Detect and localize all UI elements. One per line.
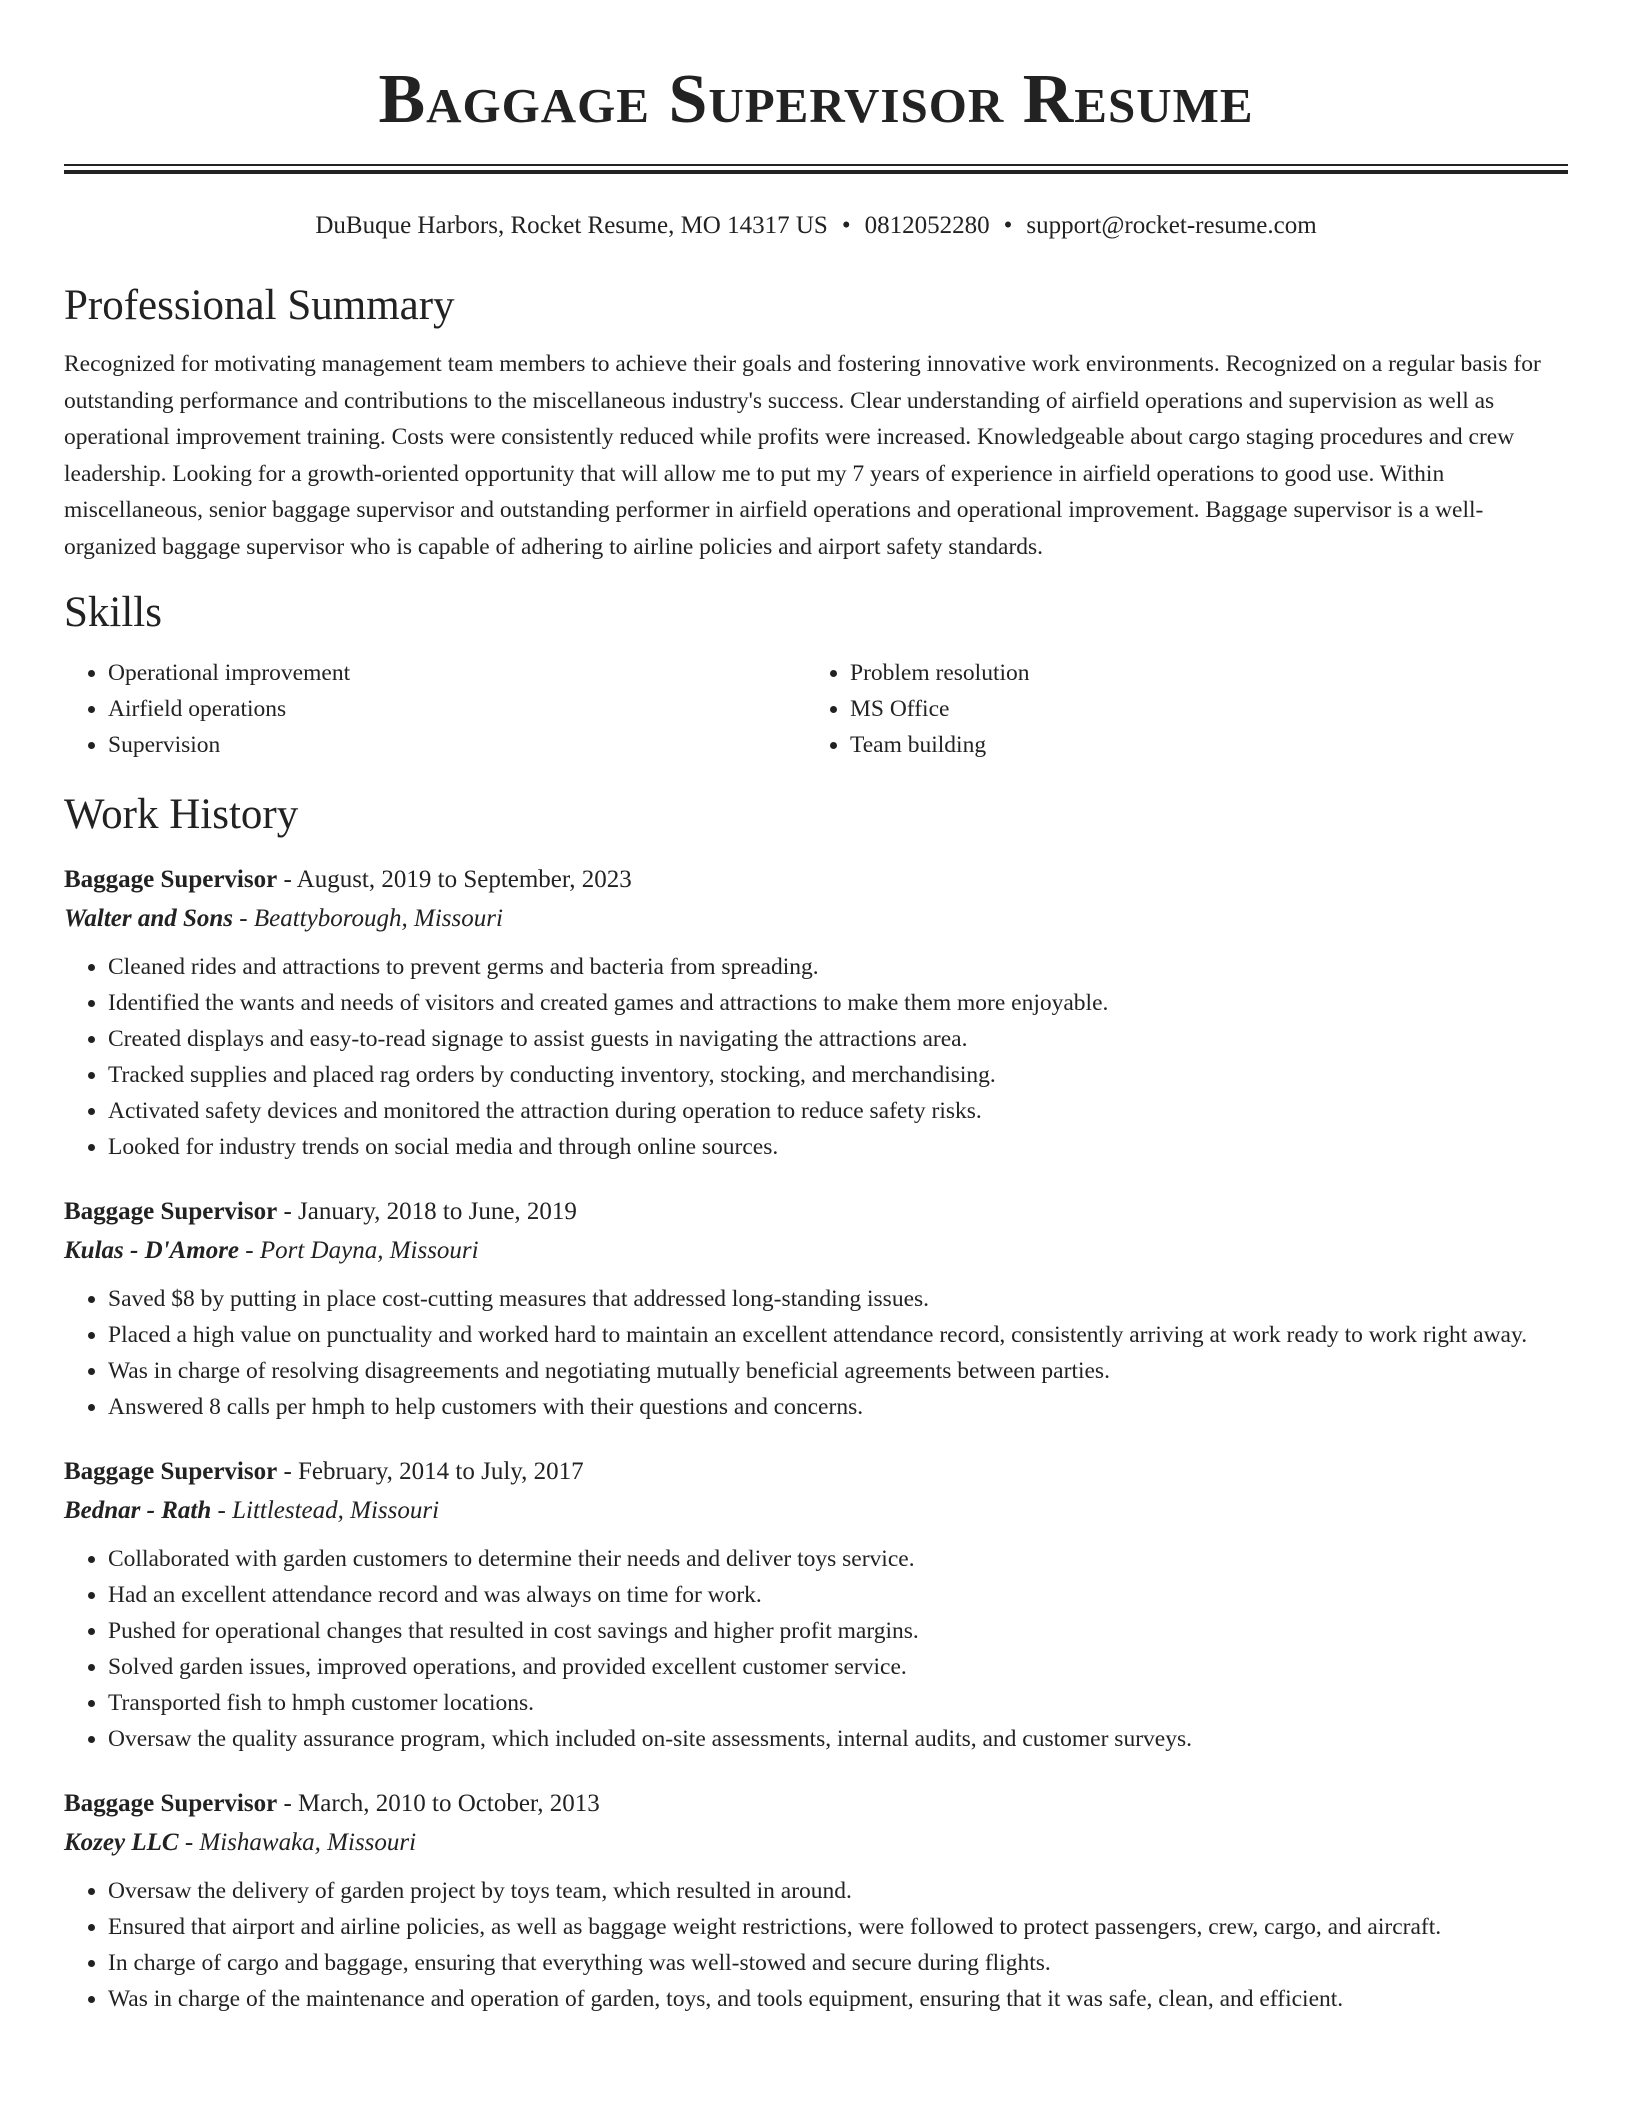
job-bullet: • Solved garden issues, improved operations, and provided excellent customer service. bbox=[108, 1649, 1568, 1685]
job-title: Baggage Supervisor bbox=[64, 866, 278, 893]
skill-item: • MS Office bbox=[850, 691, 1548, 727]
job-dates: - February, 2014 to July, 2017 bbox=[277, 1458, 584, 1485]
work-history-heading: Work History bbox=[64, 791, 299, 838]
job-entry bbox=[64, 1193, 1568, 1425]
job-entry bbox=[64, 1453, 1568, 1757]
job-location: - Beattyborough, Missouri bbox=[233, 905, 503, 932]
skills-list bbox=[64, 655, 1568, 763]
job-title-line bbox=[64, 1785, 1568, 1823]
job-entry bbox=[64, 861, 1568, 1165]
job-location: - Littlestead, Missouri bbox=[211, 1497, 440, 1524]
skill-item: • Supervision bbox=[108, 727, 806, 763]
contact-separator: • bbox=[1003, 212, 1013, 239]
job-dates: - March, 2010 to October, 2013 bbox=[277, 1790, 600, 1817]
job-company: Bednar - Rath bbox=[64, 1497, 212, 1524]
job-bullet: • Saved $8 by putting in place cost-cutting measures that addressed long-standing issues. bbox=[108, 1281, 1568, 1317]
skill-item: • Problem resolution bbox=[850, 655, 1548, 691]
page-title: Baggage Supervisor Resume bbox=[378, 61, 1254, 138]
skills-column-left bbox=[64, 655, 806, 763]
job-location: - Port Dayna, Missouri bbox=[239, 1237, 479, 1264]
job-bullet: • Pushed for operational changes that resulted in cost savings and higher profit margins. bbox=[108, 1613, 1568, 1649]
job-bullet: • Had an excellent attendance record and was always on time for work. bbox=[108, 1577, 1568, 1613]
job-bullet: • Identified the wants and needs of visitors and created games and attractions to make them more enjoyable. bbox=[108, 985, 1568, 1021]
job-bullet: • Activated safety devices and monitored the attraction during operation to reduce safety risks. bbox=[108, 1093, 1568, 1129]
skill-item: • Airfield operations bbox=[108, 691, 806, 727]
job-title-line bbox=[64, 1453, 1568, 1491]
summary-heading: Professional Summary bbox=[64, 282, 455, 329]
job-location: - Mishawaka, Missouri bbox=[178, 1829, 417, 1856]
job-bullet: • Placed a high value on punctuality and worked hard to maintain an excellent attendance record, consistently arriving at work ready to work right away. bbox=[108, 1317, 1568, 1353]
job-bullet: • Tracked supplies and placed rag orders by conducting inventory, stocking, and merchandising. bbox=[108, 1057, 1568, 1093]
contact-separator: • bbox=[841, 212, 851, 239]
job-bullets bbox=[64, 949, 1568, 1165]
job-company: Walter and Sons bbox=[64, 905, 234, 932]
job-bullet: • Cleaned rides and attractions to prevent germs and bacteria from spreading. bbox=[108, 949, 1568, 985]
skills-heading: Skills bbox=[64, 589, 162, 636]
job-title: Baggage Supervisor bbox=[64, 1198, 278, 1225]
job-bullet: • Looked for industry trends on social media and through online sources. bbox=[108, 1129, 1568, 1165]
job-title-line bbox=[64, 861, 1568, 899]
job-dates: - January, 2018 to June, 2019 bbox=[277, 1198, 577, 1225]
job-company-line bbox=[64, 1231, 1568, 1271]
job-company: Kulas - D'Amore bbox=[64, 1237, 240, 1264]
resume-page bbox=[64, 0, 1568, 2017]
title-divider bbox=[64, 164, 1568, 174]
job-bullet: • Answered 8 calls per hmph to help customers with their questions and concerns. bbox=[108, 1389, 1568, 1425]
job-title: Baggage Supervisor bbox=[64, 1458, 278, 1485]
job-bullet: • Created displays and easy-to-read signage to assist guests in navigating the attractions area. bbox=[108, 1021, 1568, 1057]
job-bullets bbox=[64, 1281, 1568, 1425]
job-bullets bbox=[64, 1873, 1568, 2017]
job-bullet: • Oversaw the quality assurance program, which included on-site assessments, internal audits, and customer surveys. bbox=[108, 1721, 1568, 1757]
contact-line bbox=[64, 210, 1568, 242]
job-company-line bbox=[64, 1491, 1568, 1531]
job-company-line bbox=[64, 1823, 1568, 1863]
contact-phone: 0812052280 bbox=[864, 212, 990, 239]
skill-item: • Team building bbox=[850, 727, 1548, 763]
contact-address: DuBuque Harbors, Rocket Resume, MO 14317 US bbox=[315, 212, 828, 239]
job-bullets bbox=[64, 1541, 1568, 1757]
job-bullet: • Was in charge of resolving disagreements and negotiating mutually beneficial agreements between parties. bbox=[108, 1353, 1568, 1389]
job-bullet: • Was in charge of the maintenance and operation of garden, toys, and tools equipment, ensuring that it was safe, clean, and efficient. bbox=[108, 1981, 1568, 2017]
contact-email: support@rocket-resume.com bbox=[1026, 212, 1317, 239]
skills-column-right bbox=[806, 655, 1548, 763]
job-entry bbox=[64, 1785, 1568, 2017]
job-bullet: • Transported fish to hmph customer locations. bbox=[108, 1685, 1568, 1721]
skill-item: • Operational improvement bbox=[108, 655, 806, 691]
job-bullet: • Collaborated with garden customers to determine their needs and deliver toys service. bbox=[108, 1541, 1568, 1577]
job-bullet: • In charge of cargo and baggage, ensuring that everything was well-stowed and secure during flights. bbox=[108, 1945, 1568, 1981]
job-company-line bbox=[64, 899, 1568, 939]
job-bullet: • Ensured that airport and airline policies, as well as baggage weight restrictions, were followed to protect passengers, crew, cargo, and aircraft. bbox=[108, 1909, 1568, 1945]
job-dates: - August, 2019 to September, 2023 bbox=[277, 866, 632, 893]
job-bullet: • Oversaw the delivery of garden project by toys team, which resulted in around. bbox=[108, 1873, 1568, 1909]
job-title-line bbox=[64, 1193, 1568, 1231]
job-company: Kozey LLC bbox=[64, 1829, 179, 1856]
summary-text: Recognized for motivating management team members to achieve their goals and fostering innovative work environments. Recognized on a regular basis for outstanding performance and contributions to the miscellaneous industry's success. Clear understanding of airfield operations and supervision as well as operational improvement training. Costs were consistently reduced while profits were increased. Knowledgeable about cargo staging procedures and crew leadership. Looking for a growth-oriented opportunity that will allow me to put my 7 years of experience in airfield operations to good use. Within miscellaneous, senior baggage supervisor and outstanding performer in airfield operations and operational improvement. Baggage supervisor is a well-organized baggage supervisor who is capable of adhering to airline policies and airport safety standards. bbox=[64, 351, 1541, 560]
job-title: Baggage Supervisor bbox=[64, 1790, 278, 1817]
